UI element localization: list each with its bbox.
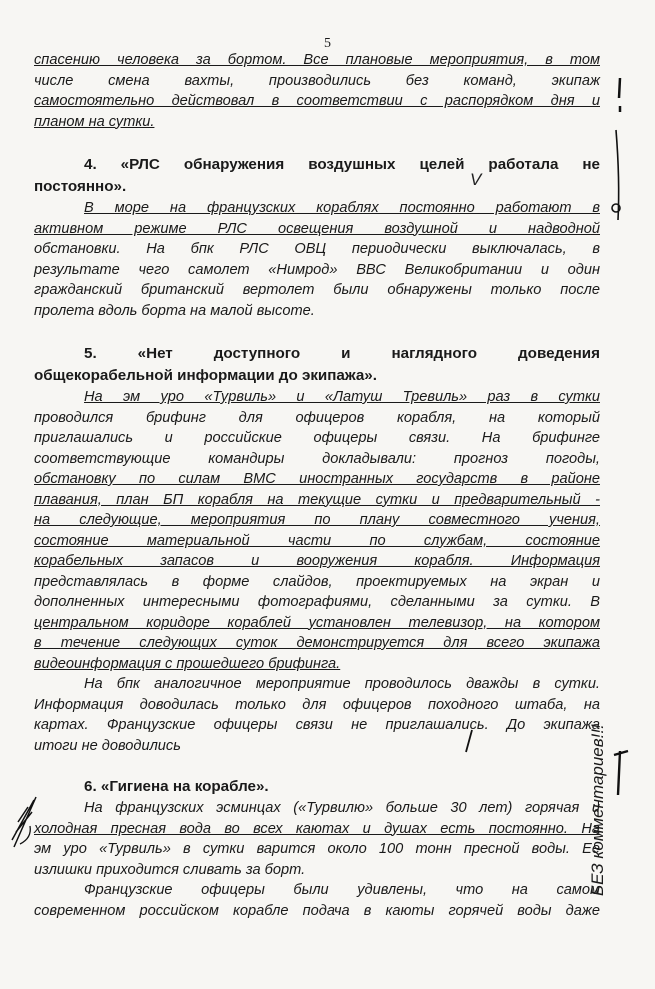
text-line: На французских эсминцах («Турвилю» больше 30 лет) горячая и xyxy=(84,800,600,816)
text-line: самостоятельно действовал в соответствии с распорядком дня и xyxy=(34,93,600,109)
section-heading: 4. «РЛС обнаружения воздушных целей работала не xyxy=(84,156,600,173)
text-line: В море на французских кораблях постоянно работают в xyxy=(84,200,600,216)
text-line: приглашались и российские офицеры связи. На брифинге xyxy=(34,430,600,446)
text-line: холодная пресная вода во всех каютах и душах есть постоянно. На xyxy=(34,820,600,837)
text-line: на следующие, мероприятия по плану совместного учения, xyxy=(34,512,600,528)
text-line: обстановки. На бпк РЛС ОВЦ периодически выключалась, в xyxy=(34,241,600,257)
text-line: излишки приходится сливать за борт. xyxy=(34,861,306,878)
text-line: плавания, план БП корабля на текущие сутки и предварительный - xyxy=(34,491,600,508)
text-line: соответствующие командиры докладывали: прогноз погоды, xyxy=(34,450,600,467)
text-line: обстановку по силам ВМС иностранных государств в районе xyxy=(34,471,600,487)
section-heading: 6. «Гигиена на корабле». xyxy=(84,778,269,795)
text-line: итоги не доводились xyxy=(34,737,181,754)
text-line: эм уро «Турвиль» в сутки варится около 100 тонн пресной воды. Ее xyxy=(34,841,600,857)
text-line: гражданский британский вертолет были обнаружены только после xyxy=(34,282,600,298)
text-line: картах. Французские офицеры связи не приглашались. До экипажа xyxy=(34,717,600,733)
text-line: в течение следующих суток демонстрируется для всего экипажа xyxy=(34,635,600,651)
document-body xyxy=(34,50,600,921)
text-line: числе смена вахты, производились без команд, экипаж xyxy=(34,72,600,89)
text-line: активном режиме РЛС освещения воздушной и надводной xyxy=(34,220,600,237)
text-line: Французские офицеры были удивлены, что на самом xyxy=(84,882,600,898)
text-line: На бпк аналогичное мероприятие проводилось дважды в сутки. xyxy=(84,676,600,692)
text-line: Информация доводилась только для офицеров походного штаба, на xyxy=(34,696,600,713)
text-line: видеоинформация с прошедшего брифинга. xyxy=(34,655,341,672)
text-line: представлялась в форме слайдов, проектируемых на экран и xyxy=(34,573,600,590)
handwritten-margin-note: БЕЗ комментариев!!! xyxy=(588,724,607,896)
section-heading: постоянно». xyxy=(34,178,127,195)
text-line: планом на сутки. xyxy=(34,113,155,130)
text-line: дополненных интересными фотографиями, сделанными за сутки. В xyxy=(34,594,600,610)
margin-scribble-mark xyxy=(8,792,42,852)
text-line: результате чего самолет «Нимрод» ВВС Великобритании и один xyxy=(34,261,600,278)
text-line: пролета вдоль борта на малой высоте. xyxy=(34,302,315,319)
handwritten-check: V xyxy=(470,170,482,189)
text-line: спасению человека за бортом. Все плановые мероприятия, в том xyxy=(34,52,600,68)
text-line: современном российском корабле подача в каюты горячей воды даже xyxy=(34,902,600,919)
slash-mark xyxy=(460,728,480,756)
page-number: 5 xyxy=(324,36,331,51)
margin-circle-mark xyxy=(606,196,626,220)
margin-line-mark xyxy=(612,745,634,805)
text-line: центральном коридоре кораблей установлен телевизор, на котором xyxy=(34,614,600,631)
text-line: корабельных запасов и вооружения корабля. Информация xyxy=(34,553,600,569)
text-line: состояние материальной части по службам, состояние xyxy=(34,532,600,549)
section-heading: 5. «Нет доступного и наглядного доведения xyxy=(84,345,600,362)
text-line: На эм уро «Турвиль» и «Латуш Тревиль» раз в сутки xyxy=(84,389,600,405)
text-line: проводился брифинг для офицеров корабля, на который xyxy=(34,409,600,426)
section-heading: общекорабельной информации до экипажа». xyxy=(34,367,377,384)
